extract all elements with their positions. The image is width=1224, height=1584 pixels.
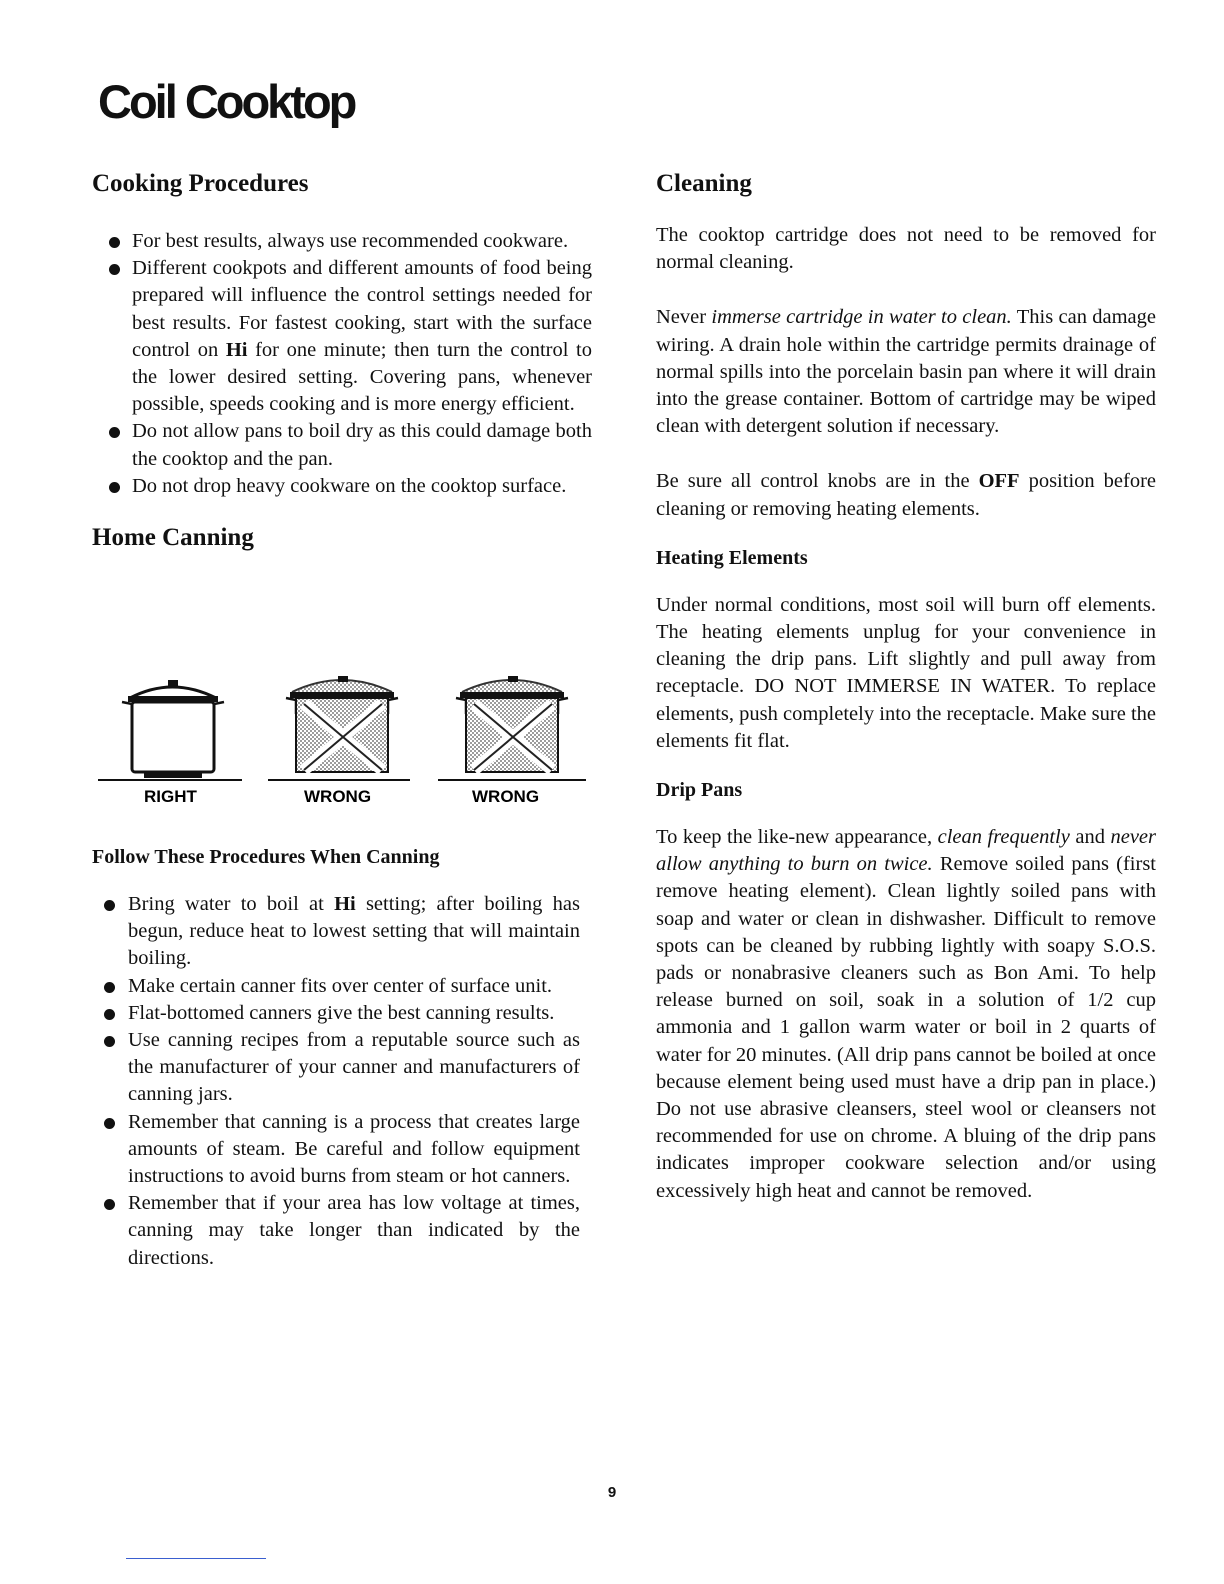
bullet-icon bbox=[104, 1118, 115, 1129]
cleaning-heading: Cleaning bbox=[656, 170, 752, 197]
bullet-icon bbox=[104, 900, 115, 911]
right-column bbox=[656, 170, 1156, 1205]
cleaning-paragraph-3: Be sure all control knobs are in the OFF position before cleaning or removing heating elements. bbox=[656, 470, 1156, 520]
bullet-icon bbox=[109, 237, 120, 248]
canning-procedures bbox=[92, 846, 580, 1272]
cleaning-paragraph-1: The cooktop cartridge does not need to be removed for normal cleaning. bbox=[656, 224, 1156, 274]
list-item: Do not allow pans to boil dry as this could damage both the cooktop and the pan. bbox=[92, 418, 592, 472]
list-item: Remember that canning is a process that creates large amounts of steam. Be careful and follow equipment instructions to avoid burns from steam or hot canners. bbox=[92, 1109, 580, 1191]
label-wrong-1: WRONG bbox=[304, 787, 372, 806]
right-canner bbox=[98, 680, 242, 780]
page-title: Coil Cooktop bbox=[98, 75, 355, 128]
page-number: 9 bbox=[607, 1484, 617, 1501]
canner-diagram bbox=[92, 668, 592, 818]
bullet-icon bbox=[109, 482, 120, 493]
bullet-icon bbox=[109, 427, 120, 438]
heating-elements-heading: Heating Elements bbox=[656, 546, 808, 569]
cooking-procedures-heading: Cooking Procedures bbox=[92, 170, 309, 197]
wrong-canner-1 bbox=[268, 676, 410, 780]
list-item: Remember that if your area has low voltage at times, canning may take longer than indicated by the directions. bbox=[92, 1190, 580, 1272]
canning-subheading: Follow These Procedures When Canning bbox=[92, 846, 440, 868]
drip-pans-paragraph: To keep the like-new appearance, clean frequently and never allow anything to burn on twice. Remove soiled pans (first remove heating element). Clean lightly soiled pans with soap and water or clean in dishwasher. Difficult to remove spots can be cleaned by rubbing lightly with soapy S.O.S. pads or nonabrasive cleaners such as Bon Ami. To help release burned on soil, soak in a solution of 1/2 cup ammonia and 1 gallon warm water or boil in 2 quarts of water for 20 minutes. (All drip pans cannot be boiled at once because element being used must have a drip pan in place.) Do not use abrasive cleansers, steel wool or cleansers not recommended for use on chrome. A bluing of the drip pans indicates improper cookware selection and/or using excessively high heat and cannot be removed. bbox=[656, 826, 1156, 1202]
list-item: Make certain canner fits over center of surface unit. bbox=[92, 973, 580, 1000]
list-item: Do not drop heavy cookware on the cooktop surface. bbox=[92, 473, 592, 500]
list-item: For best results, always use recommended cookware. bbox=[92, 228, 592, 255]
list-item: Bring water to boil at Hi setting; after boiling has begun, reduce heat to lowest setting that will maintain boiling. bbox=[92, 891, 580, 973]
heating-elements-paragraph: Under normal conditions, most soil will burn off elements. The heating elements unplug for your convenience in cleaning the drip pans. Lift slightly and pull away from receptacle. DO NOT IMMERSE IN WATER. To replace elements, push completely into the receptacle. Make sure the elements fit flat. bbox=[656, 593, 1156, 752]
list-item: Flat-bottomed canners give the best canning results. bbox=[92, 1000, 580, 1027]
list-item: Different cookpots and different amounts of food being prepared will influence the control settings needed for best results. For fastest cooking, start with the surface control on Hi for one minute; then turn the control to the lower desired setting. Covering pans, whenever possible, speeds cooking and is more energy efficient. bbox=[92, 255, 592, 418]
scan-artifact-line bbox=[126, 1558, 266, 1559]
cooking-procedures-list bbox=[92, 228, 592, 500]
cleaning-paragraph-2: Never immerse cartridge in water to clean. This can damage wiring. A drain hole within the cartridge permits drainage of normal spills into the porcelain basin pan where it will drain into the grease container. Bottom of cartridge may be wiped clean with detergent solution if necessary. bbox=[656, 306, 1156, 438]
drip-pans-heading: Drip Pans bbox=[656, 779, 743, 802]
wrong-canner-2 bbox=[438, 676, 586, 780]
canning-list bbox=[92, 891, 580, 1272]
bullet-icon bbox=[104, 982, 115, 993]
list-item: Use canning recipes from a reputable source such as the manufacturer of your canner and manufacturers of canning jars. bbox=[92, 1027, 580, 1109]
canner-illustration bbox=[92, 668, 592, 818]
label-right: RIGHT bbox=[144, 787, 197, 806]
bullet-icon bbox=[104, 1199, 115, 1210]
left-column bbox=[92, 170, 592, 552]
home-canning-heading: Home Canning bbox=[92, 524, 254, 552]
label-wrong-2: WRONG bbox=[472, 787, 540, 806]
bullet-icon bbox=[104, 1036, 115, 1047]
bullet-icon bbox=[109, 264, 120, 275]
bullet-icon bbox=[104, 1009, 115, 1020]
